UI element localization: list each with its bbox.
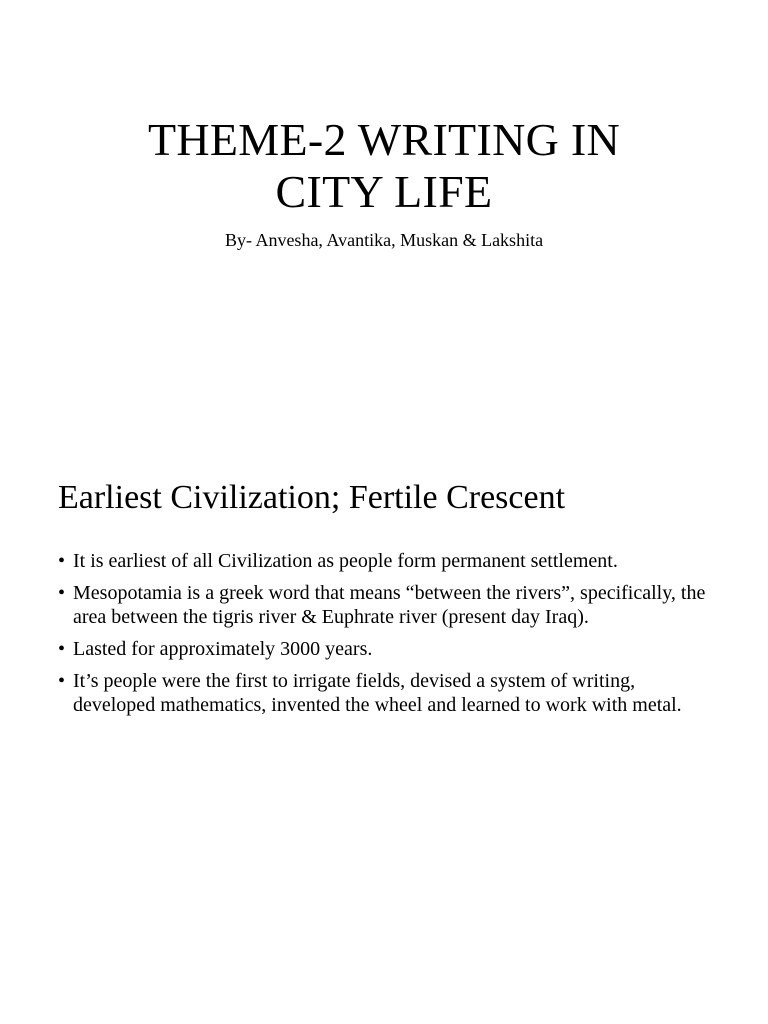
bullet-text: It is earliest of all Civilization as people form permanent settlement.: [73, 550, 618, 572]
slide-title-line-2: CITY LIFE: [275, 166, 493, 217]
slide-heading: Earliest Civilization; Fertile Crescent: [58, 479, 566, 516]
slide-title-line-1: THEME-2 WRITING IN: [147, 114, 621, 165]
bullet-icon: •: [58, 670, 66, 692]
bullet-item: [58, 637, 718, 661]
title-slide: [0, 0, 768, 420]
bullet-item: [58, 669, 718, 717]
slide-title: [0, 114, 768, 218]
bullet-item: [58, 581, 718, 629]
slide-subtitle: By- Anvesha, Avantika, Muskan & Lakshita: [224, 230, 544, 250]
content-slide: [0, 420, 768, 1024]
bullet-item: [58, 549, 718, 573]
bullet-text: It’s people were the first to irrigate fields, devised a system of writing, developed mathematics, invented the wheel and learned to work with metal.: [73, 670, 682, 716]
bullet-icon: •: [58, 550, 66, 572]
bullet-icon: •: [58, 638, 66, 660]
bullet-list: [58, 549, 718, 725]
bullet-text: Lasted for approximately 3000 years.: [73, 638, 373, 660]
bullet-text: Mesopotamia is a greek word that means “between the rivers”, specifically, the area between the tigris river & Euphrate river (present day Iraq).: [73, 582, 706, 628]
bullet-icon: •: [58, 582, 66, 604]
